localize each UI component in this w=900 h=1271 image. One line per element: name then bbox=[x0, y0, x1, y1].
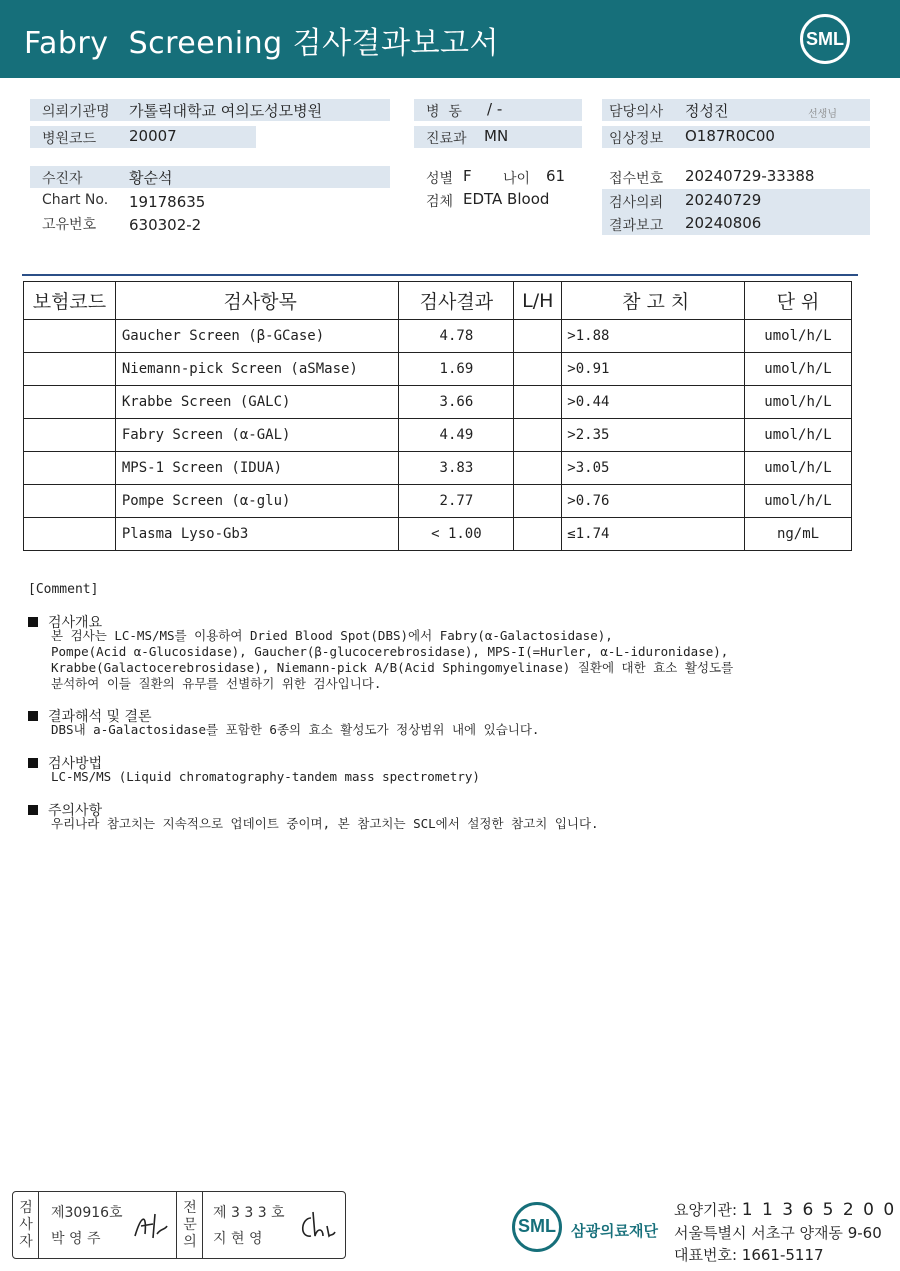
cell-result: 1.69 bbox=[399, 353, 514, 386]
doctor-suffix: 선생님 bbox=[808, 109, 837, 120]
table-row bbox=[24, 485, 852, 518]
square-bullet-icon bbox=[28, 758, 38, 768]
section-body-interpretation: DBS내 a-Galactosidase를 포함한 6종의 효소 활성도가 정상범위 내에 있습니다. bbox=[51, 722, 540, 737]
report-header bbox=[0, 0, 900, 78]
cell-lh bbox=[514, 419, 562, 452]
square-bullet-icon bbox=[28, 617, 38, 627]
phone-label: 대표번호: bbox=[674, 1246, 738, 1264]
receipt-value: 20240729-33388 bbox=[685, 167, 815, 185]
specialist-label-char: 전 bbox=[183, 1200, 197, 1216]
report-value: 20240806 bbox=[685, 214, 762, 232]
section-title-overview: 검사개요 bbox=[48, 615, 103, 631]
cell-lh bbox=[514, 485, 562, 518]
cell-code bbox=[24, 353, 116, 386]
examiner-label-char: 검 bbox=[19, 1200, 33, 1216]
section-title-method: 검사방법 bbox=[48, 756, 103, 772]
table-header-row bbox=[24, 282, 852, 320]
unique-value: 630302-2 bbox=[129, 216, 202, 234]
square-bullet-icon bbox=[28, 711, 38, 721]
phone-line bbox=[674, 1244, 824, 1265]
table-row bbox=[24, 419, 852, 452]
header-test-item: 검사항목 bbox=[115, 282, 399, 320]
header-unit: 단 위 bbox=[745, 282, 852, 320]
sml-logo-text: SML bbox=[806, 29, 844, 49]
cell-result: < 1.00 bbox=[399, 518, 514, 551]
doctor-value: 정성진 bbox=[685, 102, 729, 120]
header-result: 검사결과 bbox=[399, 282, 514, 320]
cell-unit: umol/h/L bbox=[745, 419, 852, 452]
cell-lh bbox=[514, 518, 562, 551]
cell-reference: >0.44 bbox=[562, 386, 745, 419]
facility-code-label: 요양기관: bbox=[674, 1201, 738, 1219]
receipt-label: 접수번호 bbox=[609, 171, 664, 187]
table-row bbox=[24, 320, 852, 353]
section-body-method: LC-MS/MS (Liquid chromatography-tandem mass spectrometry) bbox=[51, 769, 480, 784]
specimen-value: EDTA Blood bbox=[463, 190, 550, 208]
table-row bbox=[24, 353, 852, 386]
cell-unit: umol/h/L bbox=[745, 452, 852, 485]
sml-org-logo-text: SML bbox=[518, 1216, 556, 1236]
phone-value: 1661-5117 bbox=[741, 1246, 824, 1264]
request-label: 검사의뢰 bbox=[609, 195, 664, 211]
examiner-signature-icon bbox=[131, 1206, 171, 1246]
header-reference: 참 고 치 bbox=[562, 282, 745, 320]
ward-label: 병 동 bbox=[426, 104, 462, 120]
cell-item: Gaucher Screen (β-GCase) bbox=[115, 320, 399, 353]
doctor-label: 담당의사 bbox=[609, 104, 664, 120]
patient-bar bbox=[30, 166, 390, 188]
facility-code-line bbox=[674, 1199, 896, 1220]
square-bullet-icon bbox=[28, 805, 38, 815]
signature-stamp-box bbox=[12, 1191, 346, 1259]
unique-label: 고유번호 bbox=[42, 217, 97, 233]
examiner-label-char: 사 bbox=[19, 1217, 33, 1233]
patient-value: 황순석 bbox=[129, 169, 173, 187]
cell-code bbox=[24, 518, 116, 551]
cell-unit: umol/h/L bbox=[745, 353, 852, 386]
request-value: 20240729 bbox=[685, 191, 762, 209]
specialist-name: 지 현 영 bbox=[213, 1231, 263, 1247]
cell-lh bbox=[514, 353, 562, 386]
cell-result: 4.49 bbox=[399, 419, 514, 452]
dept-label: 진료과 bbox=[426, 131, 467, 147]
cell-unit: umol/h/L bbox=[745, 485, 852, 518]
sml-org-logo-icon bbox=[512, 1202, 562, 1252]
cell-unit: ng/mL bbox=[745, 518, 852, 551]
institution-label: 의뢰기관명 bbox=[42, 104, 110, 120]
table-row bbox=[24, 386, 852, 419]
examiner-vertical-label bbox=[15, 1200, 37, 1251]
specialist-vertical-label bbox=[179, 1200, 201, 1251]
section-divider bbox=[22, 274, 858, 276]
examiner-label-char: 자 bbox=[19, 1234, 33, 1250]
cell-item: Pompe Screen (α-glu) bbox=[115, 485, 399, 518]
dept-value: MN bbox=[484, 127, 509, 145]
hospital-code-label: 병원코드 bbox=[42, 131, 97, 147]
org-address: 서울특별시 서초구 양재동 9-60 bbox=[674, 1224, 882, 1242]
cell-reference: >1.88 bbox=[562, 320, 745, 353]
clinical-label: 임상정보 bbox=[609, 131, 664, 147]
table-row bbox=[24, 452, 852, 485]
chart-label: Chart No. bbox=[42, 192, 109, 208]
section-body-overview: 본 검사는 LC-MS/MS를 이용하여 Dried Blood Spot(DBS)에서 Fabry(α-Galactosidase), Pompe(Acid α-Glucosidase), Gaucher(β-glucocerebrosidase), MPS-I(=Hurler, α-L-iduronidase), Krabbe(Galactocerebrosidase), Niemann-pick A/B(Acid Sphingomyelinase) 질환에 대한 효소 활성도를 분석하여 이들 질환의 유무를 선별하기 위한 검사입니다. bbox=[51, 628, 734, 691]
cell-reference: >0.91 bbox=[562, 353, 745, 386]
cell-item: Fabry Screen (α-GAL) bbox=[115, 419, 399, 452]
patient-label: 수진자 bbox=[42, 171, 83, 187]
chart-value: 19178635 bbox=[129, 193, 206, 211]
cell-reference: >3.05 bbox=[562, 452, 745, 485]
specialist-signature-icon bbox=[295, 1206, 339, 1246]
header-lh: L/H bbox=[514, 282, 562, 320]
comment-label: [Comment] bbox=[28, 582, 99, 597]
cell-code bbox=[24, 419, 116, 452]
sml-logo-icon bbox=[800, 14, 850, 64]
facility-code-value: 1 1 3 6 5 2 0 0 bbox=[741, 1200, 897, 1220]
cell-unit: umol/h/L bbox=[745, 386, 852, 419]
cell-code bbox=[24, 386, 116, 419]
cell-reference: ≤1.74 bbox=[562, 518, 745, 551]
cell-lh bbox=[514, 386, 562, 419]
specialist-license-no: 제 3 3 3 호 bbox=[213, 1205, 285, 1221]
age-value: 61 bbox=[546, 167, 566, 185]
cell-item: MPS-1 Screen (IDUA) bbox=[115, 452, 399, 485]
examiner-license-no: 제30916호 bbox=[51, 1205, 123, 1221]
examiner-name: 박 영 주 bbox=[51, 1231, 101, 1247]
report-label: 결과보고 bbox=[609, 218, 664, 234]
sex-label: 성별 bbox=[426, 171, 454, 187]
ward-value: / - bbox=[487, 100, 503, 118]
cell-result: 4.78 bbox=[399, 320, 514, 353]
institution-value: 가톨릭대학교 여의도성모병원 bbox=[129, 102, 323, 120]
specimen-label: 검체 bbox=[426, 194, 454, 210]
cell-reference: >2.35 bbox=[562, 419, 745, 452]
header-insurance-code: 보험코드 bbox=[24, 282, 116, 320]
cell-result: 3.83 bbox=[399, 452, 514, 485]
specialist-label-char: 문 bbox=[183, 1217, 197, 1233]
results-table bbox=[23, 281, 852, 551]
hospital-code-value: 20007 bbox=[129, 127, 177, 145]
cell-lh bbox=[514, 452, 562, 485]
age-label: 나이 bbox=[503, 171, 531, 187]
cell-code bbox=[24, 452, 116, 485]
section-body-caution: 우리나라 참고치는 지속적으로 업데이트 중이며, 본 참고치는 SCL에서 설정한 참고치 입니다. bbox=[51, 816, 599, 831]
section-title-caution: 주의사항 bbox=[48, 803, 103, 819]
table-row bbox=[24, 518, 852, 551]
cell-code bbox=[24, 320, 116, 353]
clinical-value: O187R0C00 bbox=[685, 127, 775, 145]
cell-reference: >0.76 bbox=[562, 485, 745, 518]
cell-item: Krabbe Screen (GALC) bbox=[115, 386, 399, 419]
org-name: 삼광의료재단 bbox=[571, 1222, 658, 1240]
section-title-interpretation: 결과해석 및 결론 bbox=[48, 709, 152, 725]
cell-item: Niemann-pick Screen (aSMase) bbox=[115, 353, 399, 386]
report-title: Fabry Screening 검사결과보고서 bbox=[24, 26, 500, 61]
cell-unit: umol/h/L bbox=[745, 320, 852, 353]
cell-result: 2.77 bbox=[399, 485, 514, 518]
sex-value: F bbox=[463, 167, 472, 185]
cell-result: 3.66 bbox=[399, 386, 514, 419]
specialist-label-char: 의 bbox=[183, 1234, 197, 1250]
cell-lh bbox=[514, 320, 562, 353]
cell-item: Plasma Lyso-Gb3 bbox=[115, 518, 399, 551]
cell-code bbox=[24, 485, 116, 518]
